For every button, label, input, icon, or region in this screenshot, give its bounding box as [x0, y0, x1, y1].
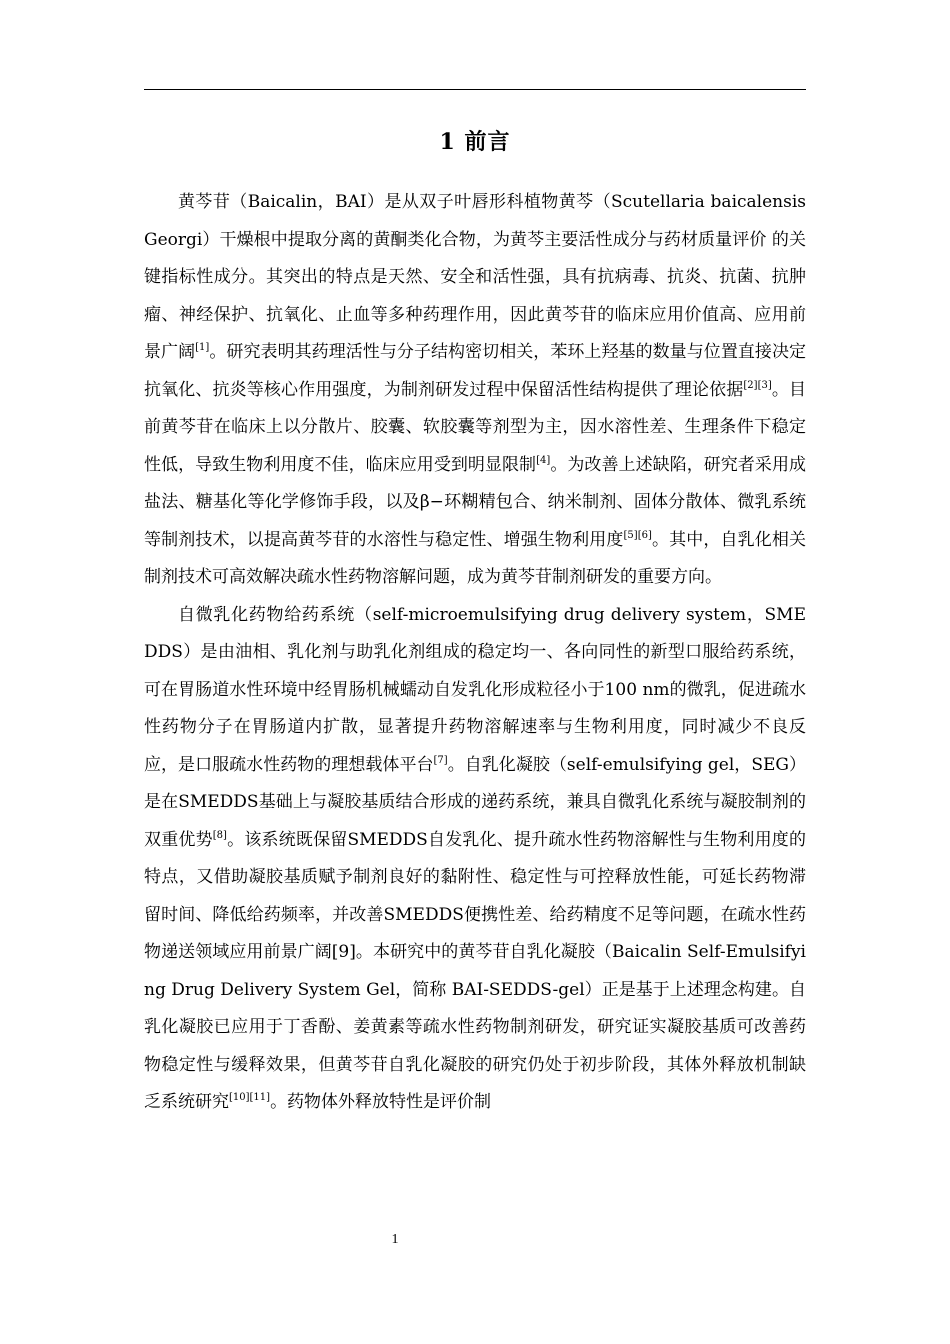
citation-ref: [8] [212, 829, 227, 841]
citation-ref: [1] [195, 342, 210, 353]
header-rule [144, 89, 806, 90]
paragraph-text: 。其中，自乳化相关制剂技术可高效解决疏水性药物溶解问题，成为黄芩苷制剂研发的重要方向。 [144, 529, 807, 587]
citation-ref: [7] [433, 754, 448, 766]
paragraph-text: 黄芩苷（Baicalin，BAI）是从双子叶唇形科植物黄芩（Scutellaria baicalensis Georgi）干燥根中提取分离的黄酮类化合物，为黄芩主要活性成分与药材质量评价 的关键指标性成分。其突出的特点是天然、安全和活性强，具有抗病毒、抗炎、抗菌、抗肿瘤、神经保护、抗氧化、止血等多种药理作用，因此黄芩苷的临床应用价值高、应用前景广阔 [144, 192, 806, 362]
paragraph-baicalin-intro [144, 184, 806, 597]
paragraph-smedds [144, 597, 806, 1122]
citation-ref: [2][3] [743, 379, 772, 391]
paragraph-text: 自微乳化药物给药系统（self-microemulsifying drug delivery system，SMEDDS）是由油相、乳化剂与助乳化剂组成的稳定均一、各向同性的新型口服给药系统，可在胃肠道水性环境中经胃肠机械蠕动自发乳化形成粒径小于100 nm的微乳，促进疏水性药物分子在胃肠道内扩散，显著提升药物溶解速率与生物利用度，同时减少不良反应，是口服疏水性药物的理想载体平台 [144, 604, 806, 775]
citation-ref: [10][11] [229, 1092, 271, 1103]
paragraph-text: 。自乳化凝胶（self-emulsifying gel，SEG）是在SMEDDS基础上与凝胶基质结合形成的递药系统，兼具自微乳化系统与凝胶制剂的双重优势 [144, 754, 807, 850]
paragraph-text: 。为改善上述缺陷，研究者采用成盐法、糖基化等化学修饰手段，以及β−环糊精包合、纳米制剂、固体分散体、微乳系统等制剂技术，以提高黄芩苷的水溶性与稳定性、增强生物利用度 [144, 454, 807, 550]
paragraph-text: 。该系统既保留SMEDDS自发乳化、提升疏水性药物溶解性与生物利用度的特点，又借助凝胶基质赋予制剂良好的黏附性、稳定性与可控释放性能，可延长药物滞留时间、降低给药频率，并改善SMEDDS便携性差、给药精度不足等问题，在疏水性药物递送领域应用前景广阔[9]。本研究中的黄芩苷自乳化凝胶（Baicalin Self-Emulsifying Drug Delivery System Gel，简称 BAI-SEDDS-gel）正是基于上述理念构建。自乳化凝胶已应用于丁香酚、姜黄素等疏水性药物制剂研发，研究证实凝胶基质可改善药物稳定性与缓释效果，但黄芩苷自乳化凝胶的研究仍处于初步阶段，其体外释放机制缺乏系统研究 [144, 829, 806, 1112]
page-number: 1 [391, 1232, 399, 1247]
citation-ref: [4] [536, 454, 551, 466]
citation-ref: [5][6] [623, 529, 652, 541]
paragraph-text: 。药物体外释放特性是评价制 [270, 1092, 492, 1112]
paragraph-text: 。研究表明其药理活性与分子结构密切相关，苯环上羟基的数量与位置直接决定抗氧化、抗炎等核心作用强度，为制剂研发过程中保留活性结构提供了理论依据 [144, 342, 807, 400]
section-heading: 1 前言 [439, 129, 511, 155]
paragraph-text: 。目前黄芩苷在临床上以分散片、胶囊、软胶囊等剂型为主，因水溶性差、生理条件下稳定性低，导致生物利用度不佳，临床应用受到明显限制 [144, 379, 807, 475]
body-text [144, 184, 806, 1122]
